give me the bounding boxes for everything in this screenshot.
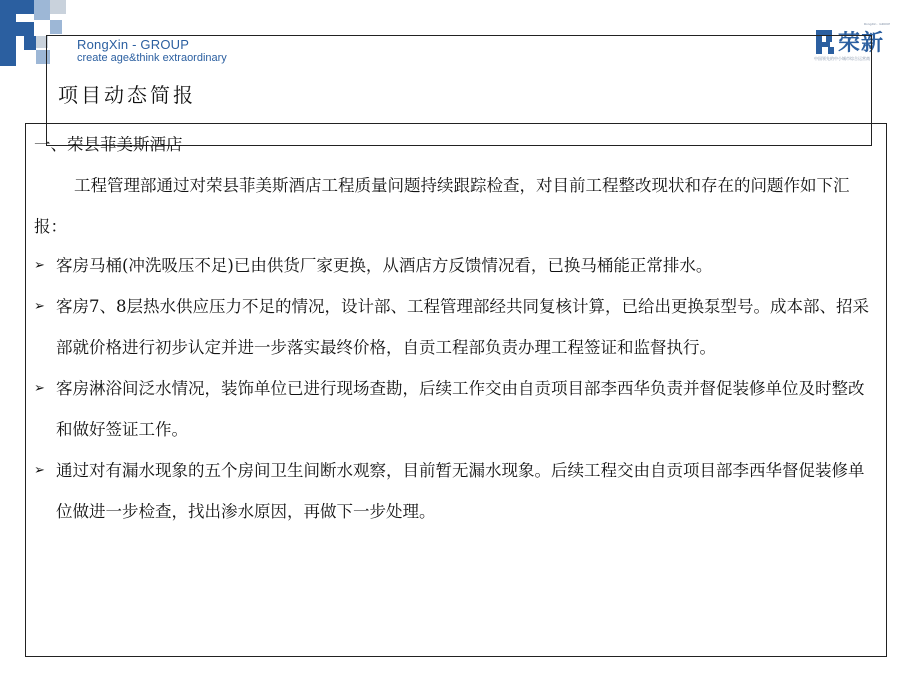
arrow-bullet-icon: ➢ bbox=[34, 299, 45, 314]
brand-name: RongXin - GROUP bbox=[77, 37, 190, 52]
brand-tagline: create age&think extraordinary bbox=[77, 52, 227, 64]
list-item bbox=[34, 245, 879, 286]
logo-text: 荣新 bbox=[838, 31, 885, 56]
bullet-text: 通过对有漏水现象的五个房间卫生间断水观察，目前暂无漏水现象。后续工程交由自贡项目部李西华督促装修单位做进一步检查，找出渗水原因，再做下一步处理。 bbox=[56, 461, 865, 521]
list-item bbox=[34, 286, 879, 368]
bullet-text: 客房淋浴间泛水情况，装饰单位已进行现场查勘，后续工作交由自贡项目部李西华负责并督促装修单位及时整改和做好签证工作。 bbox=[56, 379, 865, 439]
bullet-text: 客房7、8层热水供应压力不足的情况，设计部、工程管理部经共同复核计算，已给出更换泵型号。成本部、招采部就价格进行初步认定并进一步落实最终价格，自贡工程部负责办理工程签证和监督执行。 bbox=[56, 297, 869, 357]
bullet-list bbox=[34, 245, 879, 532]
section-heading: 一、荣县菲美斯酒店 bbox=[34, 135, 183, 154]
arrow-bullet-icon: ➢ bbox=[34, 258, 45, 273]
logo-top-text: RongXin · GROUP bbox=[864, 22, 891, 26]
slide-title: 项目动态简报 bbox=[58, 83, 196, 107]
arrow-bullet-icon: ➢ bbox=[34, 463, 45, 478]
intro-paragraph: 工程管理部通过对荣县菲美斯酒店工程质量问题持续跟踪检查，对目前工程整改现状和存在的问题作如下汇报： bbox=[34, 176, 850, 236]
list-item bbox=[34, 368, 879, 450]
arrow-bullet-icon: ➢ bbox=[34, 381, 45, 396]
logo-subtext: 中国领先的中小城市综合运营商 bbox=[814, 56, 870, 61]
list-item bbox=[34, 450, 879, 532]
bullet-text: 客房马桶(冲洗吸压不足)已由供货厂家更换，从酒店方反馈情况看，已换马桶能正常排水。 bbox=[56, 256, 713, 275]
